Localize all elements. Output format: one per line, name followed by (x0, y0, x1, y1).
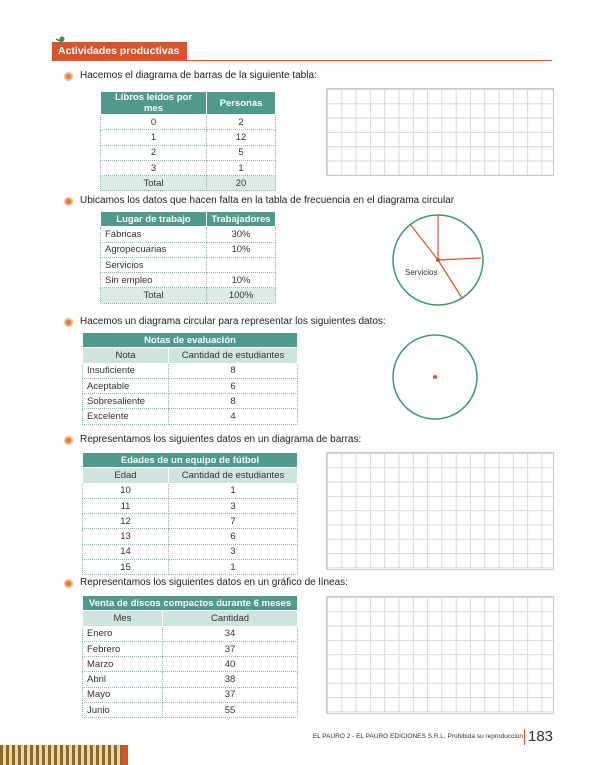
table-header: Personas (207, 92, 276, 115)
table-row (83, 672, 298, 687)
section-divider (52, 60, 552, 61)
table-header: Mes (83, 611, 163, 626)
pie-divider (438, 260, 462, 298)
table-row (83, 409, 298, 424)
table-cell: 11 (83, 498, 169, 513)
table-cell: 6 (169, 529, 298, 544)
table-cell: 10 (83, 483, 169, 498)
bullet-icon (64, 436, 73, 445)
table-row (83, 514, 298, 529)
page-number: 183 (528, 728, 554, 745)
table-cell: 100% (207, 288, 276, 303)
table-header: Cantidad de estudiantes (169, 468, 298, 483)
table-total-row (101, 288, 276, 303)
table-cell: Sin empleo (101, 273, 207, 288)
exercise-1-prompt: Hacemos el diagrama de barras de la siguiente tabla: (80, 70, 317, 81)
table-row (101, 273, 276, 288)
pie-slice-label: Servicios (405, 268, 438, 277)
table-cell: Total (101, 288, 207, 303)
pie-chart-empty[interactable] (390, 332, 480, 422)
table-cell-blank[interactable] (207, 257, 276, 272)
table-title: Venta de discos compactos durante 6 meses (83, 596, 298, 611)
table-row (101, 242, 276, 257)
table-cell: 37 (163, 641, 298, 656)
table-title: Notas de evaluación (83, 333, 298, 348)
table-cell: 4 (169, 409, 298, 424)
table-cell: Servicios (101, 257, 207, 272)
table-cell: 10% (207, 242, 276, 257)
bullet-icon (64, 72, 73, 81)
table-cell: Insuficiente (83, 363, 169, 378)
table-header: Libros leídos por mes (101, 92, 207, 115)
table-header: Lugar de trabajo (101, 212, 207, 227)
table-cell: 15 (83, 560, 169, 575)
table-row (101, 130, 276, 145)
table-cell: Febrero (83, 641, 163, 656)
decorative-border (0, 745, 128, 765)
table-cell: Enero (83, 626, 163, 641)
table-cell: 12 (207, 130, 276, 145)
pie-chart-workplace (390, 212, 486, 308)
table-total-row (101, 176, 276, 191)
decorative-accent (122, 745, 128, 765)
table-cell: 3 (169, 544, 298, 559)
section-title: Actividades productivas (52, 42, 187, 60)
table-cell: Mayo (83, 687, 163, 702)
table-cell: 30% (207, 227, 276, 242)
table-cell: 34 (163, 626, 298, 641)
table-cell: 38 (163, 672, 298, 687)
table-cell: 0 (101, 115, 207, 130)
bullet-icon (64, 579, 73, 588)
table-row (83, 483, 298, 498)
bullet-icon (64, 318, 73, 327)
table-cell: 5 (207, 145, 276, 160)
table-cell: 13 (83, 529, 169, 544)
table-cell: 7 (169, 514, 298, 529)
table-cell: Marzo (83, 657, 163, 672)
table-cell: Sobresaliente (83, 394, 169, 409)
exercise-4-prompt: Representamos los siguientes datos en un diagrama de barras: (80, 434, 362, 445)
table-header: Cantidad (163, 611, 298, 626)
table-cell: Agropecuarias (101, 242, 207, 257)
table-cell: 3 (169, 498, 298, 513)
exercise-5-prompt: Representamos los siguientes datos en un gráfico de líneas: (80, 577, 348, 588)
table-cell: Total (101, 176, 207, 191)
table-cell: Fábricas (101, 227, 207, 242)
table-row (83, 703, 298, 718)
grades-table (82, 332, 298, 425)
ages-table (82, 452, 298, 575)
table-cell: 1 (169, 560, 298, 575)
table-cell: 1 (169, 483, 298, 498)
table-cell: 10% (207, 273, 276, 288)
workplace-table (100, 211, 276, 304)
table-row (101, 160, 276, 175)
table-header: Nota (83, 348, 169, 363)
table-row (83, 544, 298, 559)
table-row (83, 394, 298, 409)
table-cell: 55 (163, 703, 298, 718)
answer-grid-5[interactable] (326, 596, 554, 714)
bullet-icon (64, 197, 73, 206)
answer-grid-4[interactable] (326, 452, 554, 570)
table-cell: 40 (163, 657, 298, 672)
table-cell: 3 (101, 160, 207, 175)
table-cell: 12 (83, 514, 169, 529)
table-row (83, 498, 298, 513)
table-cell: Aceptable (83, 378, 169, 393)
exercise-2-prompt: Ubicamos los datos que hacen falta en la tabla de frecuencia en el diagrama circular (80, 195, 455, 206)
table-row (83, 363, 298, 378)
table-row (101, 257, 276, 272)
table-title: Edades de un equipo de fútbol (83, 453, 298, 468)
table-row (83, 687, 298, 702)
table-row (101, 145, 276, 160)
table-cell: 2 (101, 145, 207, 160)
pie-center (436, 258, 440, 262)
table-row (101, 227, 276, 242)
table-cell: 2 (207, 115, 276, 130)
table-row (83, 657, 298, 672)
table-cell: 8 (169, 394, 298, 409)
sales-table (82, 595, 298, 718)
table-cell: 1 (101, 130, 207, 145)
table-header: Edad (83, 468, 169, 483)
table-header: Cantidad de estudiantes (169, 348, 298, 363)
table-cell: 14 (83, 544, 169, 559)
exercise-3-prompt: Hacemos un diagrama circular para representar los siguientes datos: (80, 316, 386, 327)
table-cell: 8 (169, 363, 298, 378)
table-header: Trabajadores (207, 212, 276, 227)
table-cell: 6 (169, 378, 298, 393)
pie-divider (410, 224, 438, 260)
table-cell: 1 (207, 160, 276, 175)
table-row (83, 378, 298, 393)
table-cell: Abril (83, 672, 163, 687)
footer-credit: EL PAURO 2 - EL PAURO EDICIONES S.R.L. Prohibida su reproducción (312, 733, 523, 740)
table-row (83, 529, 298, 544)
table-cell: Junio (83, 703, 163, 718)
table-cell: 37 (163, 687, 298, 702)
answer-grid-1[interactable] (326, 88, 554, 176)
circle-center (433, 375, 437, 379)
table-row (83, 641, 298, 656)
pie-divider (438, 258, 481, 260)
table-row (83, 626, 298, 641)
table-row (83, 560, 298, 575)
table-cell: Excelente (83, 409, 169, 424)
page-number-divider (524, 729, 525, 745)
table-cell: 20 (207, 176, 276, 191)
books-table (100, 91, 276, 191)
table-row (101, 115, 276, 130)
